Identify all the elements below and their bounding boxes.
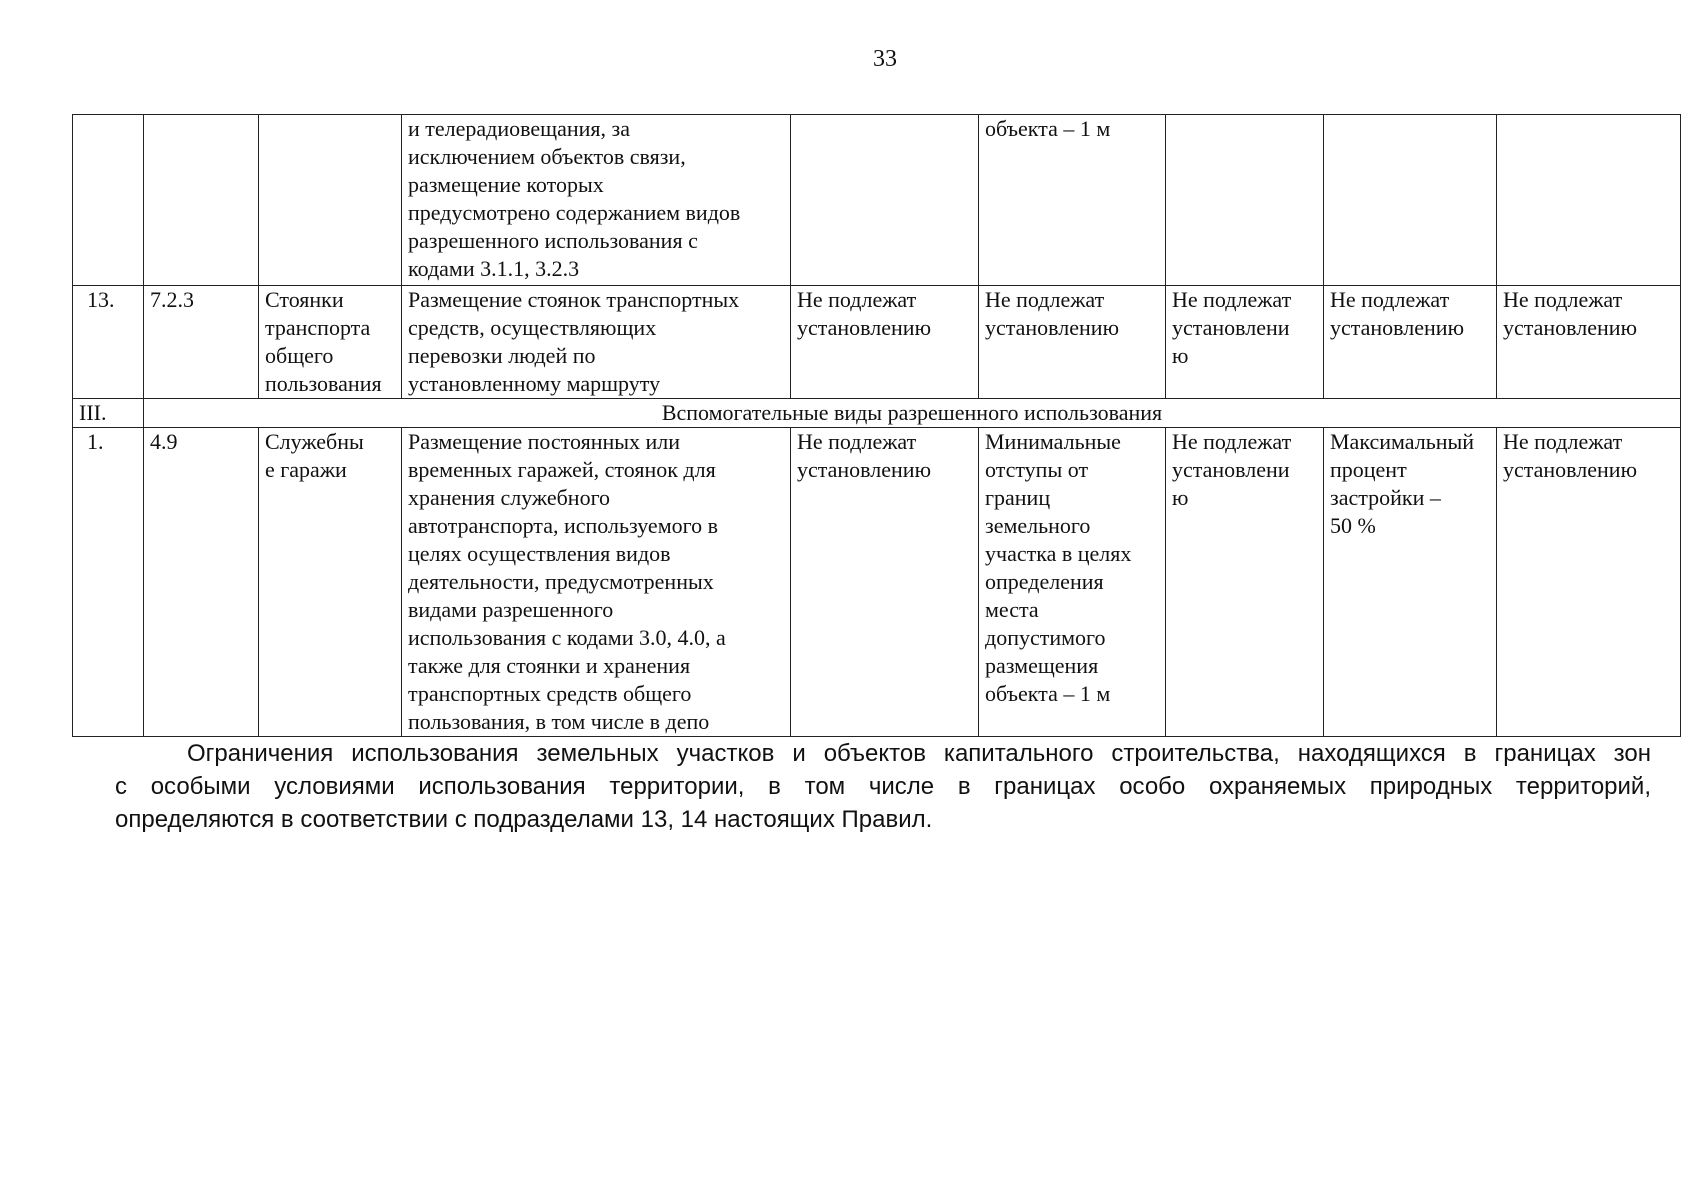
cell-c7 [1166,115,1324,286]
cell-line: транспорта [265,315,371,340]
cell-line: также для стоянки и хранения [408,653,691,678]
cell-line: хранения служебного [408,485,611,510]
cell-line: Не подлежат [985,287,1105,312]
table-row-1 [73,428,1681,737]
cell-section-number: III. [73,399,144,428]
table-row-13 [73,286,1681,399]
cell-line: Размещение стоянок транспортных [408,287,740,312]
zoning-table [72,114,1681,737]
cell-line: Не подлежат [1172,429,1292,454]
cell-c8 [1324,286,1497,399]
cell-line: установлени [1172,457,1290,482]
paragraph-line: Ограничения использования земельных участков и объектов капитального строительства, находящихся в границах зон [187,740,1651,767]
cell-line: е гаражи [265,457,347,482]
cell-line: целях осуществления видов [408,541,671,566]
cell-description [402,428,791,737]
cell-line: общего [265,343,334,368]
cell-line: Размещение постоянных или [408,429,681,454]
cell-line: места [985,597,1039,622]
cell-line: 50 % [1330,513,1376,538]
cell-c9 [1497,428,1681,737]
cell-line: объекта – 1 м [985,116,1111,141]
cell-line: Минимальные [985,429,1121,454]
cell-line: Максимальный [1330,429,1475,454]
cell-code [144,115,259,286]
cell-line: пользования [265,371,382,396]
cell-setback [979,115,1166,286]
paragraph-line: с особыми условиями использования территории, в том числе в границах особо охраняемых природных территорий, [115,773,1651,800]
cell-line: установлению [797,457,932,482]
cell-line: Не подлежат [1330,287,1450,312]
cell-code: 7.2.3 [144,286,259,399]
cell-line: предусмотрено содержанием видов [408,200,741,225]
cell-description [402,286,791,399]
cell-c8 [1324,428,1497,737]
cell-line: перевозки людей по [408,343,596,368]
cell-line: средств, осуществляющих [408,315,657,340]
cell-c8 [1324,115,1497,286]
cell-line: установленному маршруту [408,371,661,396]
cell-line: ю [1172,485,1189,510]
cell-line: размещение которых [408,172,604,197]
page-number: 33 [873,46,897,72]
cell-c9 [1497,286,1681,399]
cell-number [73,115,144,286]
cell-line: разрешенного использования с [408,228,698,253]
cell-line: Не подлежат [797,287,917,312]
cell-c6 [979,428,1166,737]
cell-c9 [1497,115,1681,286]
cell-line: деятельности, предусмотренных [408,569,714,594]
cell-line: участка в целях [985,541,1132,566]
cell-c5 [791,115,979,286]
cell-line: Не подлежат [1503,287,1623,312]
cell-c6 [979,286,1166,399]
cell-line: размещения [985,653,1099,678]
cell-line: земельного [985,513,1091,538]
cell-line: определения [985,569,1104,594]
cell-line: ю [1172,343,1189,368]
cell-line: временных гаражей, стоянок для [408,457,716,482]
cell-number: 13. [73,286,144,399]
table-section-row [73,399,1681,428]
cell-name [259,286,402,399]
cell-line: застройки – [1330,485,1441,510]
cell-line: отступы от [985,457,1089,482]
cell-line: исключением объектов связи, [408,144,686,169]
cell-line: видами разрешенного [408,597,614,622]
cell-description [402,115,791,286]
cell-line: Не подлежат [1172,287,1292,312]
cell-name [259,115,402,286]
cell-number: 1. [73,428,144,737]
cell-line: установлению [1503,315,1638,340]
cell-line: автотранспорта, используемого в [408,513,718,538]
cell-line: допустимого [985,625,1106,650]
cell-code: 4.9 [144,428,259,737]
cell-line: транспортных средств общего [408,681,692,706]
cell-line: Не подлежат [797,429,917,454]
cell-line: процент [1330,457,1407,482]
table-row-continuation [73,115,1681,286]
cell-line: использования с кодами 3.0, 4.0, а [408,625,726,650]
cell-line: границ [985,485,1051,510]
cell-line: объекта – 1 м [985,681,1111,706]
cell-line: установлению [1330,315,1465,340]
cell-name [259,428,402,737]
cell-line: установлени [1172,315,1290,340]
cell-line: и телерадиовещания, за [408,116,630,141]
cell-line: установлению [1503,457,1638,482]
cell-line: установлению [985,315,1120,340]
cell-c5 [791,428,979,737]
cell-line: Служебны [265,429,364,454]
cell-c7 [1166,428,1324,737]
cell-line: кодами 3.1.1, 3.2.3 [408,256,580,281]
section-title: Вспомогательные виды разрешенного использования [144,399,1681,428]
cell-line: пользования, в том числе в депо [408,709,710,734]
cell-line: Стоянки [265,287,344,312]
cell-line: Не подлежат [1503,429,1623,454]
paragraph-line: определяются в соответствии с подразделами 13, 14 настоящих Правил. [115,806,933,833]
restrictions-paragraph [115,737,1651,836]
cell-line: установлению [797,315,932,340]
cell-c5 [791,286,979,399]
cell-c7 [1166,286,1324,399]
